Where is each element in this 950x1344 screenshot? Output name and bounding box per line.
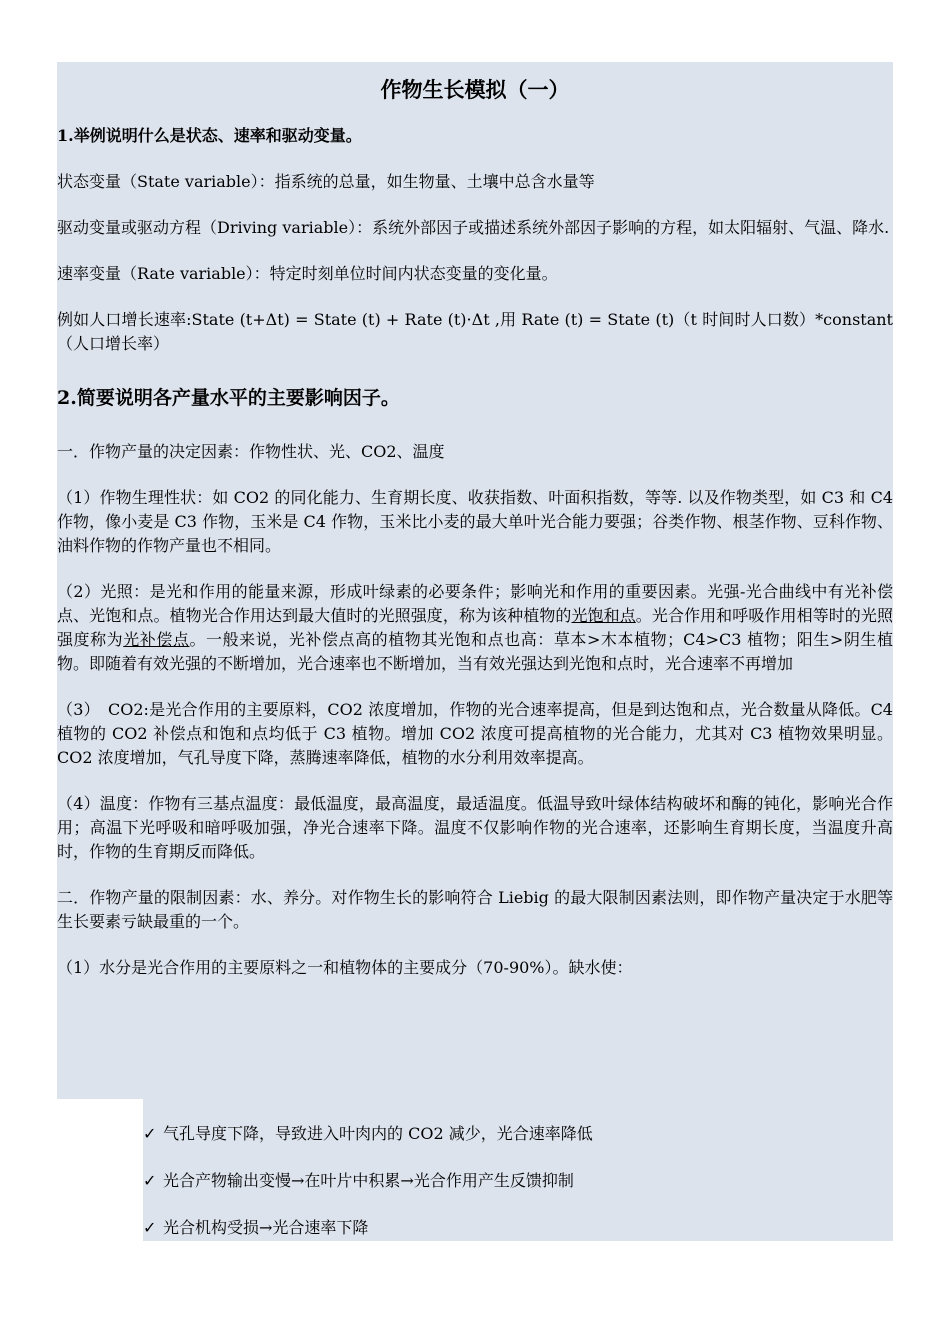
yield-factors-paragraph: 一．作物产量的决定因素：作物性状、光、CO2、温度 — [57, 442, 445, 461]
list-item — [143, 1216, 893, 1240]
physiological-traits-paragraph: （1）作物生理性状：如 CO2 的同化能力、生育期长度、收获指数、叶面积指数，等等. 以及作物类型，如 C3 和 C4 作物，像小麦是 C3 作物，玉米是 C4 作物，玉米比小麦的最大单叶光合能力要强；谷类作物、根茎作物、豆科作物、油料作物的作物产量也不相同。 — [57, 488, 893, 555]
question-1-heading: 1.举例说明什么是状态、速率和驱动变量。 — [57, 126, 362, 145]
check-icon: ✓ — [143, 1218, 157, 1237]
water-effects-list — [143, 1122, 893, 1263]
list-item — [143, 1122, 893, 1146]
water-paragraph: （1）水分是光合作用的主要原料之一和植物体的主要成分（70-90%）。缺水使： — [57, 958, 633, 977]
list-item-text: 光合机构受损→光合速率下降 — [163, 1218, 369, 1237]
limiting-factors-paragraph: 二．作物产量的限制因素：水、养分。对作物生长的影响符合 Liebig 的最大限制因素法则，即作物产量决定于水肥等生长要素亏缺最重的一个。 — [57, 888, 893, 931]
light-saturation-term: 光饱和点 — [571, 606, 636, 625]
example-paragraph: 例如人口增长速率:State (t+Δt) = State (t) + Rate (t)·Δt ,用 Rate (t) = State (t)（t 时间时人口数）*constant（人口增长率） — [57, 310, 893, 353]
state-variable-paragraph: 状态变量（State variable）：指系统的总量，如生物量、土壤中总含水量等 — [57, 172, 595, 191]
question-2-heading: 2.简要说明各产量水平的主要影响因子。 — [57, 387, 400, 409]
light-text-a: （2）光照：是光和作用的能量来源，形成叶绿素的必要条件；影响光和作用的重要因素。光强-光合曲线中有光补偿点、光饱和点。植物光合作用达到最大值时的光照强度，称为该种植物的 — [57, 582, 893, 625]
check-icon: ✓ — [143, 1124, 157, 1143]
light-text-b: 。光合作用和呼吸作用相等时的光照强度称为 — [57, 606, 893, 649]
document-body — [57, 62, 893, 1002]
light-compensation-term: 光补偿点 — [123, 630, 190, 649]
list-item-text: 气孔导度下降，导致进入叶肉内的 CO2 减少，光合速率降低 — [163, 1124, 593, 1143]
co2-paragraph: （3） CO2:是光合作用的主要原料，CO2 浓度增加，作物的光合速率提高，但是到达饱和点，光合数量从降低。C4 植物的 CO2 补偿点和饱和点均低于 C3 植物。增加 CO2 浓度可提高植物的光合能力，尤其对 C3 植物效果明显。CO2 浓度增加，气孔导度下降，蒸腾速率降低，植物的水分利用效率提高。 — [57, 700, 893, 767]
list-item-text: 光合产物输出变慢→在叶片中积累→光合作用产生反馈抑制 — [163, 1171, 574, 1190]
driving-variable-paragraph: 驱动变量或驱动方程（Driving variable）：系统外部因子或描述系统外部因子影响的方程，如太阳辐射、气温、降水. — [57, 218, 890, 237]
light-text-c: 。一般来说，光补偿点高的植物其光饱和点也高：草本>木本植物；C4>C3 植物；阳生>阴生植物。即随着有效光强的不断增加，光合速率也不断增加，当有效光强达到光饱和点时，光合速率不再增加 — [57, 630, 893, 673]
check-icon: ✓ — [143, 1171, 157, 1190]
list-item — [143, 1169, 893, 1193]
temperature-paragraph: （4）温度：作物有三基点温度：最低温度，最高温度，最适温度。低温导致叶绿体结构破坏和酶的钝化，影响光合作用；高温下光呼吸和暗呼吸加强，净光合速率下降。温度不仅影响作物的光合速率，还影响生育期长度，当温度升高时，作物的生育期反而降低。 — [57, 794, 893, 861]
page-title: 作物生长模拟（一） — [380, 77, 570, 102]
rate-variable-paragraph: 速率变量（Rate variable）：特定时刻单位时间内状态变量的变化量。 — [57, 264, 558, 283]
light-paragraph — [57, 580, 893, 676]
